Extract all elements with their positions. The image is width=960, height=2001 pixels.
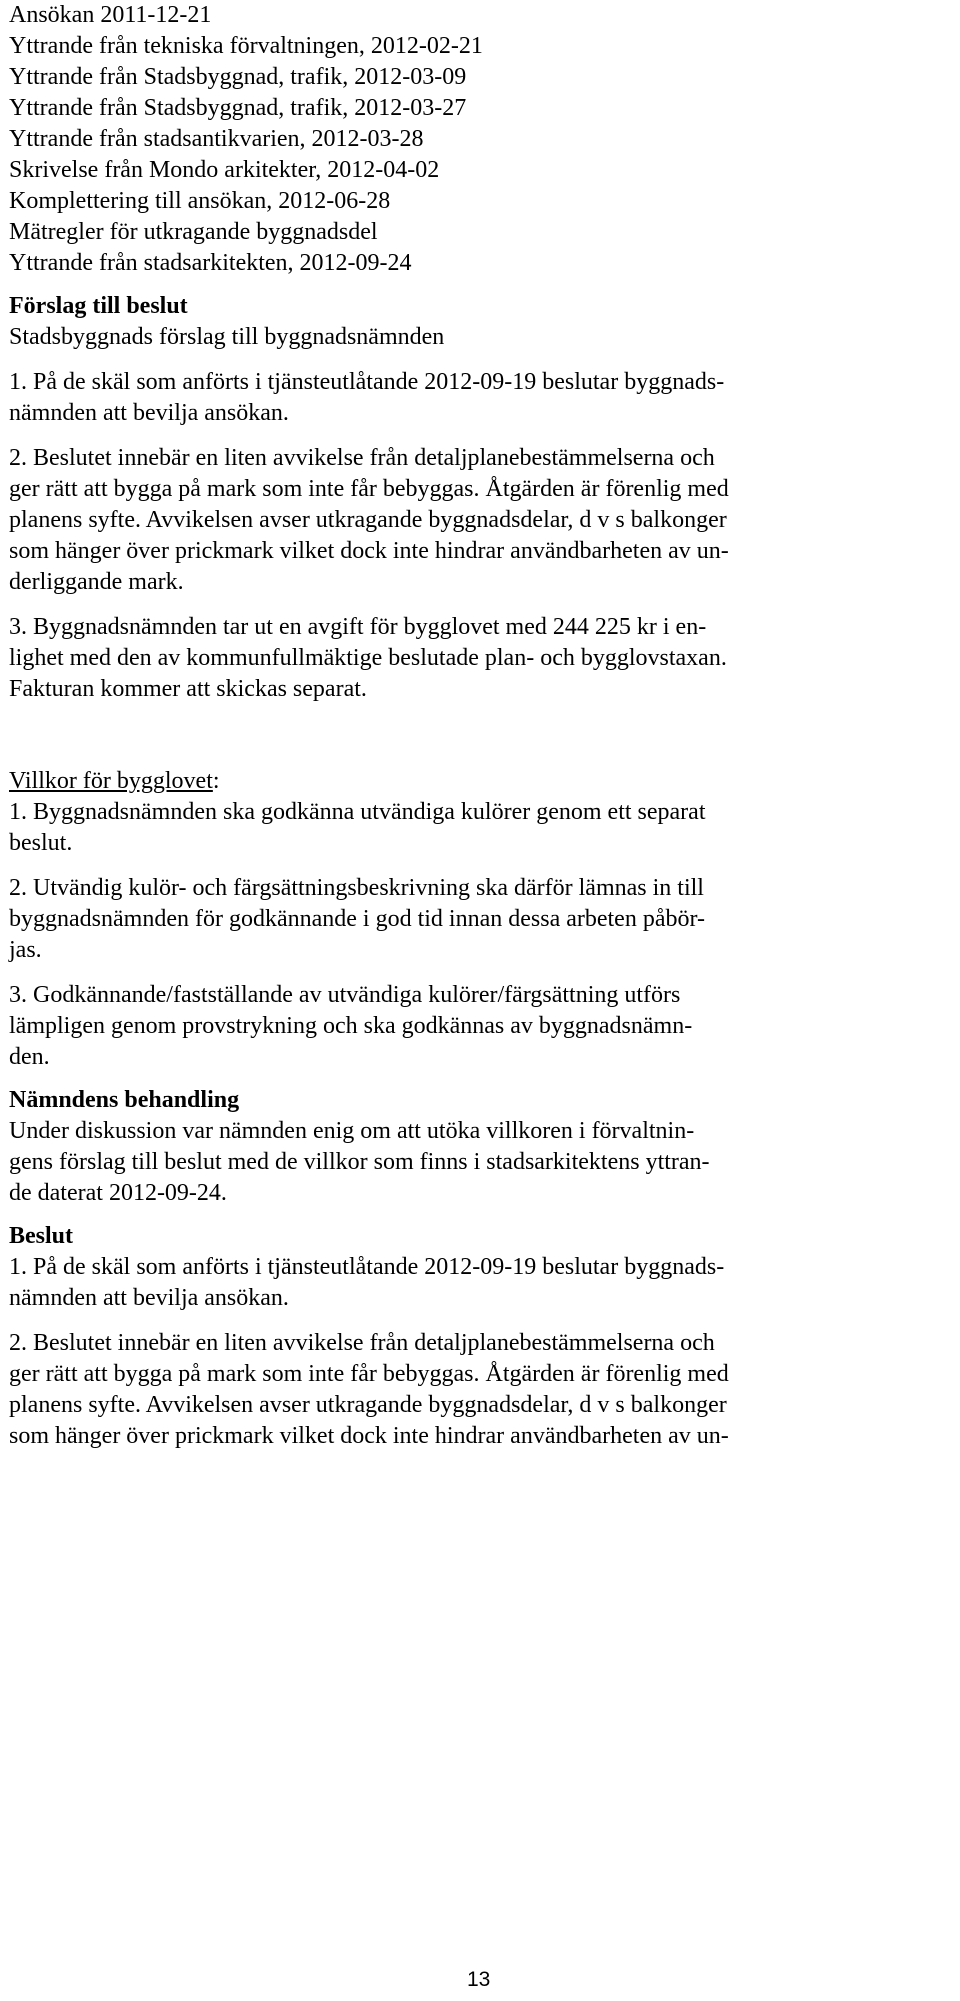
document-list-item: Yttrande från stadsantikvarien, 2012-03-28	[9, 126, 424, 152]
document-page	[9, 0, 954, 1452]
section-heading: Nämndens behandling	[9, 1087, 240, 1113]
paragraph: Under diskussion var nämnden enig om att utöka villkoren i förvaltnin- gens förslag till beslut med de villkor som finns i stadsarkitektens yttran- de daterat 2012-09-24.	[9, 1118, 710, 1206]
paragraph: 2. Beslutet innebär en liten avvikelse från detaljplanebestämmelserna och ger rätt att bygga på mark som inte får bebyggas. Åtgärden är förenlig med planens syfte. Avvikelsen avser utkragande byggnadsdelar, d v s balkonger som hänger över prickmark vilket dock inte hindrar användbarheten av un- derliggande mark.	[9, 445, 729, 595]
document-list-item: Skrivelse från Mondo arkitekter, 2012-04-02	[9, 157, 440, 183]
paragraph: 3. Byggnadsnämnden tar ut en avgift för bygglovet med 244 225 kr i en- lighet med den av kommunfullmäktige beslutade plan- och bygglovstaxan. Fakturan kommer att skickas separat.	[9, 614, 727, 702]
paragraph: 2. Utvändig kulör- och färgsättningsbeskrivning ska därför lämnas in till byggnadsnämnden för godkännande i god tid innan dessa arbeten påbör- jas.	[9, 875, 705, 963]
behandling-section	[9, 1085, 954, 1209]
forslag-section	[9, 291, 954, 705]
section-subheading: Stadsbyggnads förslag till byggnadsnämnden	[9, 324, 445, 350]
section-heading: Förslag till beslut	[9, 293, 188, 319]
section-heading: Beslut	[9, 1223, 74, 1249]
page-number: 13	[467, 1968, 491, 1991]
document-list-item: Yttrande från Stadsbyggnad, trafik, 2012-03-09	[9, 64, 467, 90]
document-list-item: Yttrande från tekniska förvaltningen, 2012-02-21	[9, 33, 483, 59]
document-list-item: Ansökan 2011-12-21	[9, 2, 212, 28]
document-list	[9, 0, 954, 279]
document-list-item: Mätregler för utkragande byggnadsdel	[9, 219, 378, 245]
paragraph: 1. Byggnadsnämnden ska godkänna utvändiga kulörer genom ett separat beslut.	[9, 799, 706, 856]
paragraph: 1. På de skäl som anförts i tjänsteutlåtande 2012-09-19 beslutar byggnads- nämnden att bevilja ansökan.	[9, 1254, 725, 1311]
beslut-section	[9, 1221, 954, 1452]
villkor-section	[9, 766, 954, 1073]
document-list-item: Yttrande från stadsarkitekten, 2012-09-24	[9, 250, 412, 276]
paragraph: 2. Beslutet innebär en liten avvikelse från detaljplanebestämmelserna och ger rätt att bygga på mark som inte får bebyggas. Åtgärden är förenlig med planens syfte. Avvikelsen avser utkragande byggnadsdelar, d v s balkonger som hänger över prickmark vilket dock inte hindrar användbarheten av un-	[9, 1330, 729, 1449]
document-list-item: Komplettering till ansökan, 2012-06-28	[9, 188, 391, 214]
paragraph: 3. Godkännande/fastställande av utvändiga kulörer/färgsättning utförs lämpligen genom provstrykning och ska godkännas av byggnadsnämn- den.	[9, 982, 693, 1070]
section-heading: Villkor för bygglovet:	[9, 768, 220, 794]
document-list-item: Yttrande från Stadsbyggnad, trafik, 2012-03-27	[9, 95, 467, 121]
paragraph: 1. På de skäl som anförts i tjänsteutlåtande 2012-09-19 beslutar byggnads- nämnden att bevilja ansökan.	[9, 369, 725, 426]
